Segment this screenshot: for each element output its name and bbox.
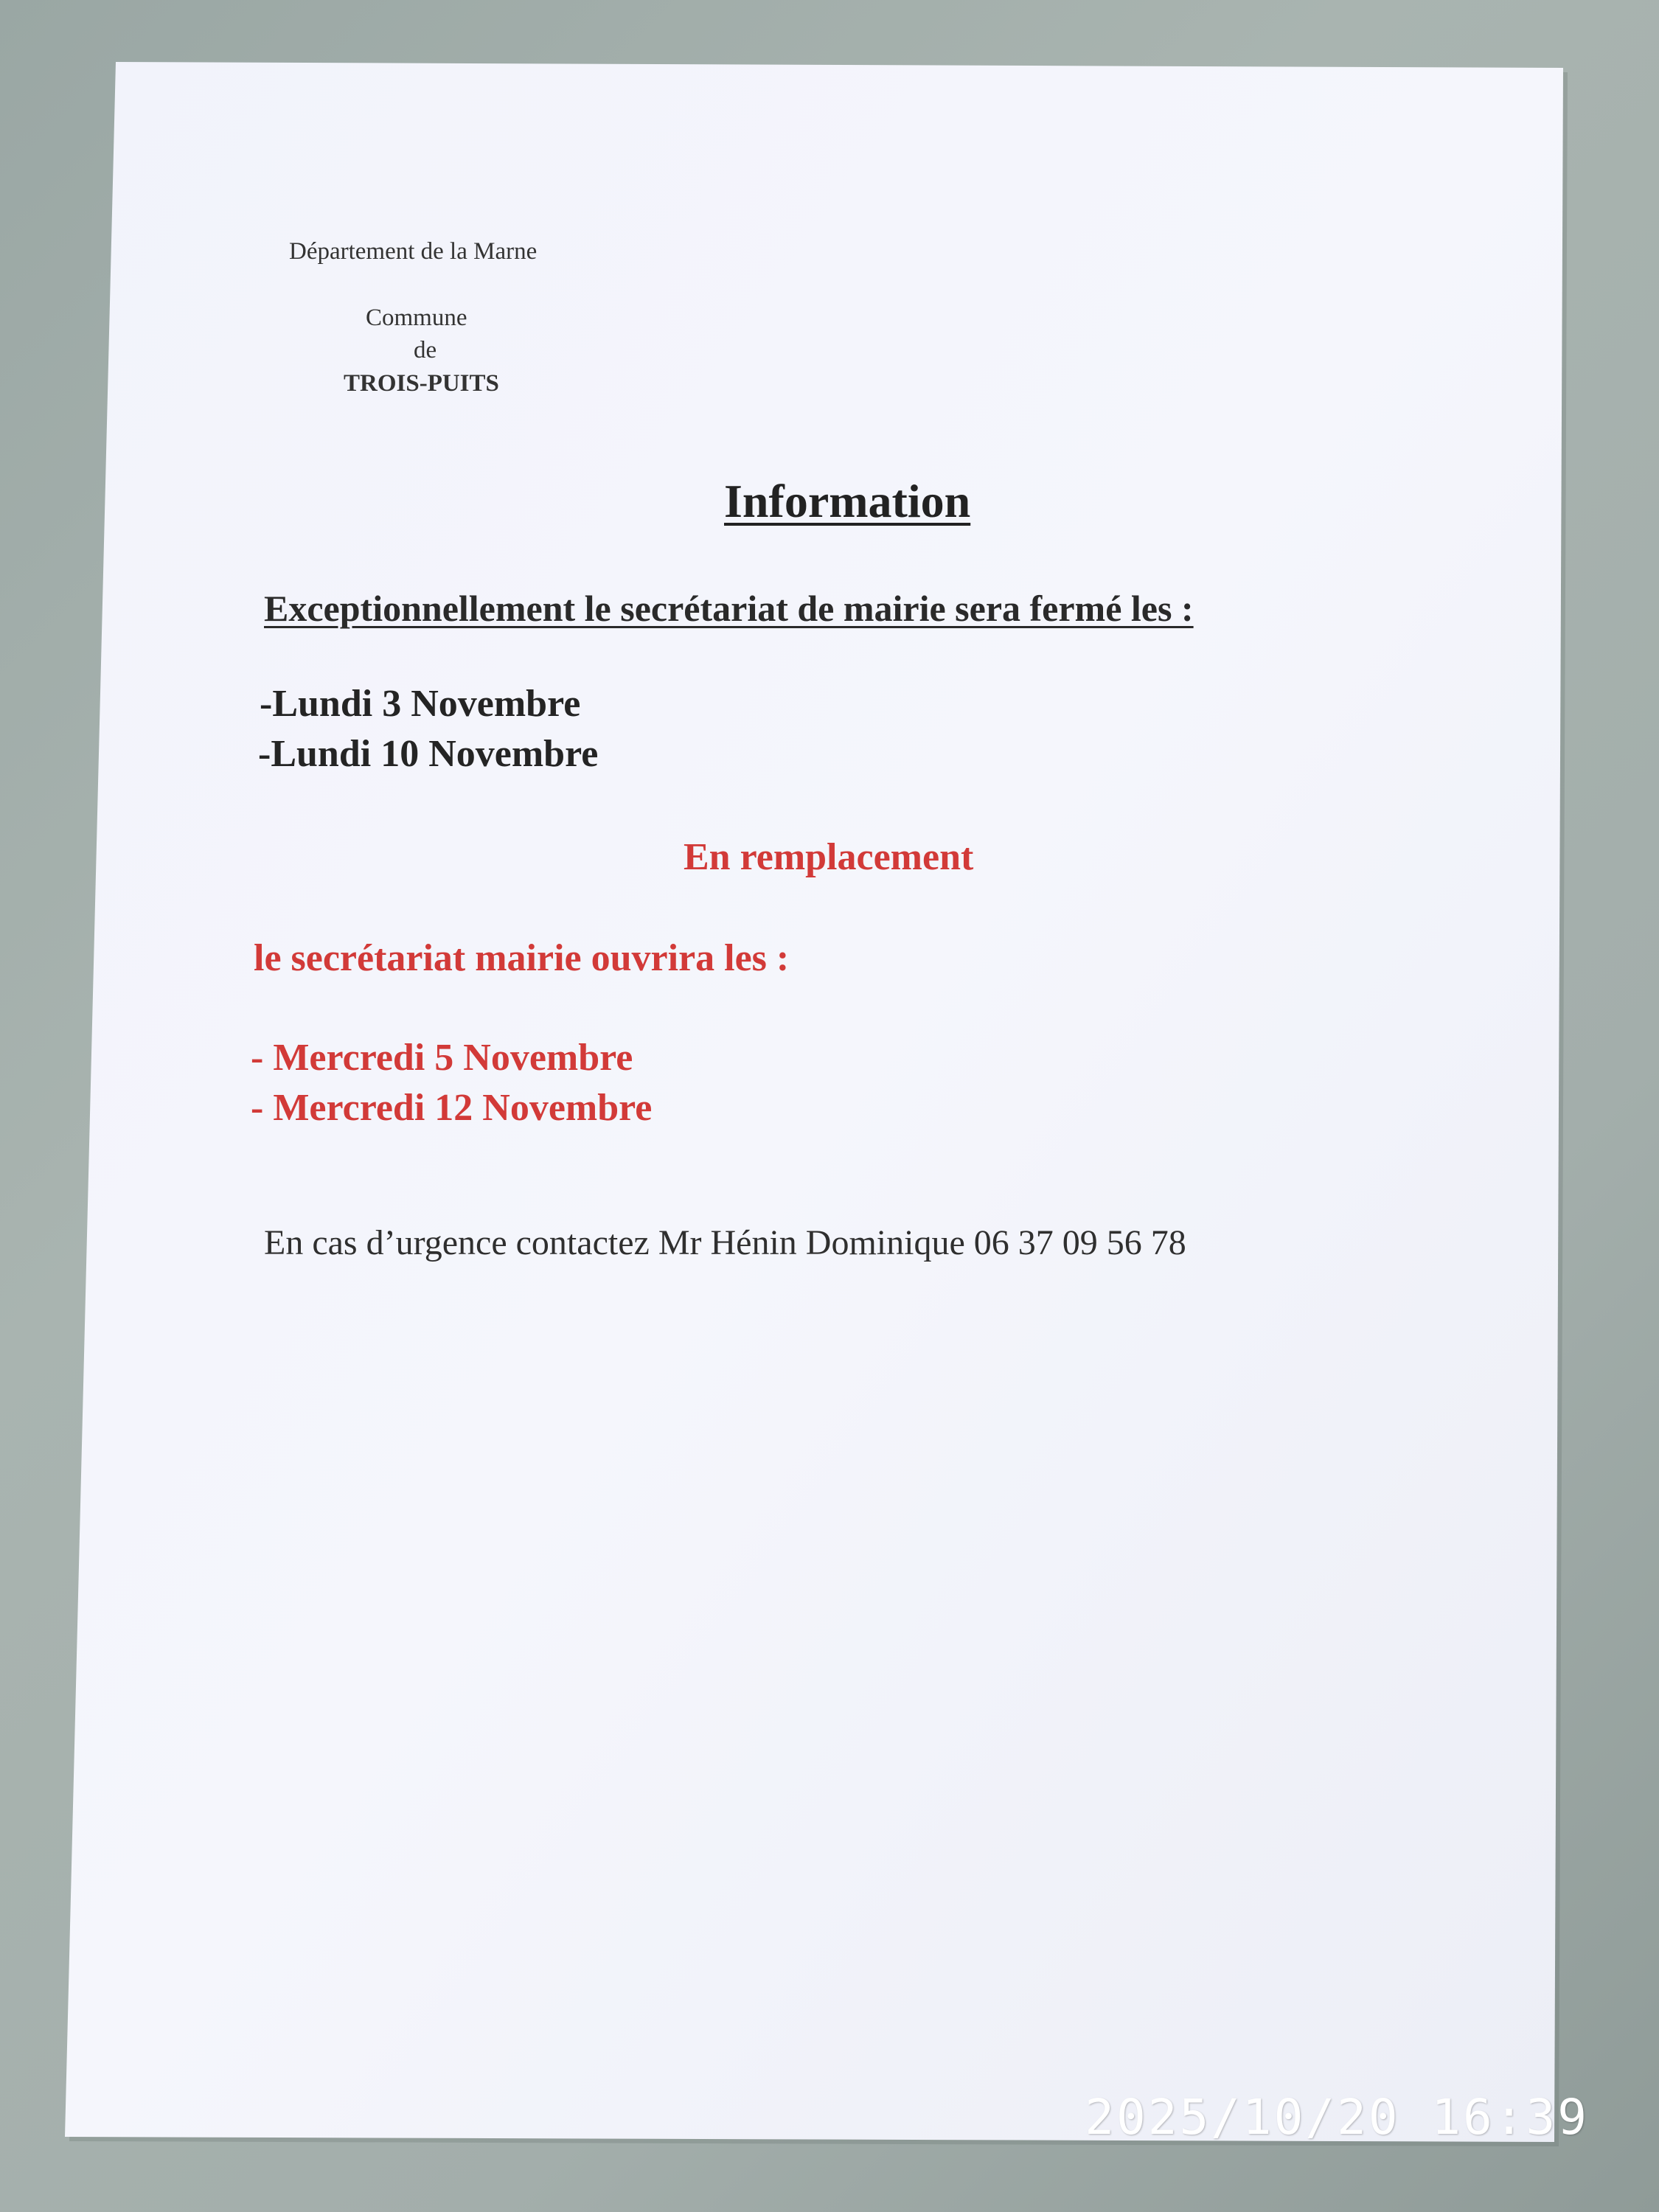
commune-de-label: de: [414, 337, 437, 364]
replacement-heading: En remplacement: [684, 836, 974, 878]
closure-heading: Exceptionnellement le secrétariat de mairie sera fermé les :: [264, 588, 1194, 629]
department-label: Département de la Marne: [289, 238, 538, 265]
notice-title: Information: [724, 475, 971, 527]
open-heading: le secrétariat mairie ouvrira les :: [254, 937, 790, 979]
commune-name: TROIS-PUITS: [344, 370, 499, 397]
closed-date-2: -Lundi 10 Novembre: [258, 733, 599, 775]
open-date-2: - Mercredi 12 Novembre: [251, 1087, 653, 1129]
emergency-contact: En cas d’urgence contactez Mr Hénin Dominique 06 37 09 56 78: [264, 1223, 1186, 1262]
commune-label: Commune: [366, 305, 467, 331]
photo-timestamp: 2025/10/20 16:39: [1085, 2089, 1589, 2146]
closed-date-1: -Lundi 3 Novembre: [260, 683, 581, 725]
open-date-1: - Mercredi 5 Novembre: [251, 1037, 633, 1079]
